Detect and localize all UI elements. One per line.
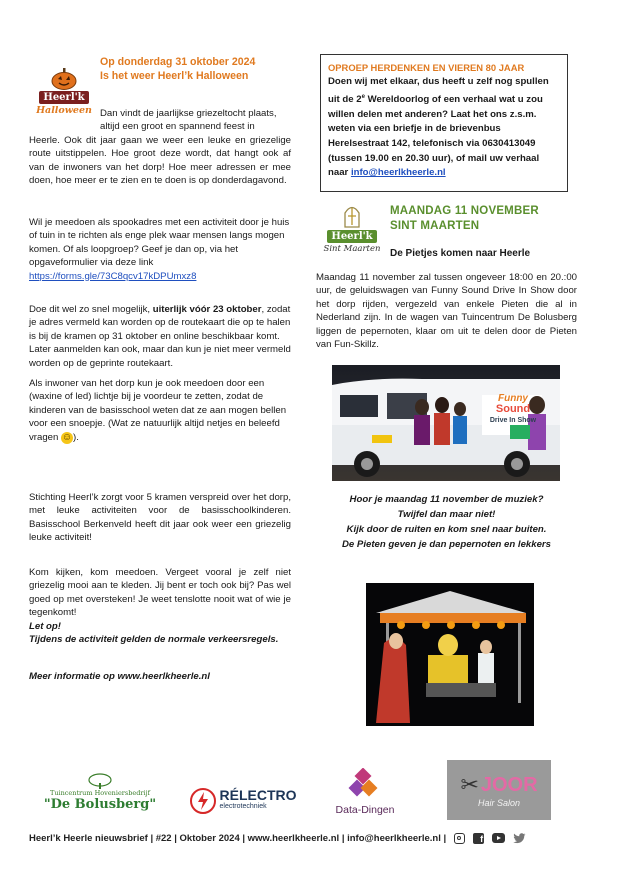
halloween-paragraph-2: [29, 216, 291, 283]
oproep-email-link[interactable]: info@heerlkheerle.nl: [350, 167, 446, 179]
sponsor-joor[interactable]: [447, 760, 551, 820]
sponsor-data-dingen-name: Data-Dingen: [335, 804, 395, 816]
lightning-icon: [189, 787, 217, 815]
oproep-text-b: Wereldoorlog of een verhaal wat u zou willen delen met anderen? Laat het ons z.s.m. weten via een briefje in de brievenbus Herelsestraat 142, telefonisch via 0630413049 (tussen 19.00 en 20.30 uur), of mail uw verhaal naar: [328, 93, 543, 179]
pumpkin-icon: [51, 68, 77, 90]
halloween-p6-text: Kom kijken, kom meedoen. Vergeet vooral je zelf niet griezelig mooi aan te kleden. Jij bent er toch ook bij? Pas wel goed op met oversteken! Je weet tenslotte nooit wat of wie je tegenkomt!: [29, 567, 291, 619]
halloween-paragraph-6: [29, 566, 291, 646]
halloween-paragraph-3: [29, 303, 291, 370]
sponsor-joor-name: JOOR: [480, 773, 538, 796]
caption-line2: Twijfel dan maar niet!: [397, 509, 496, 520]
footer-text: Heerl’k Heerle nieuwsbrief | #22 | Oktober 2024 | www.heerlkheerle.nl | info@heerlkheerle.nl |: [29, 832, 447, 844]
sintmaarten-caption: [316, 492, 577, 552]
van-photo: [332, 365, 560, 481]
sponsor-bolusberg-subtitle: Tuincentrum Hoveniersbedrijf: [49, 788, 151, 797]
sintmaarten-title-line1: MAANDAG 11 NOVEMBER: [390, 205, 539, 217]
facebook-icon[interactable]: f: [473, 833, 484, 844]
halloween-title-line1: Op donderdag 31 oktober 2024: [100, 56, 256, 68]
oproep-title: OPROEP HERDENKEN EN VIEREN 80 JAAR: [328, 62, 525, 73]
sintmaarten-subtitle: De Pietjes komen naar Heerle: [390, 248, 531, 259]
signup-form-link[interactable]: https://forms.gle/73C8qcv17kDPUmxz8: [29, 270, 197, 282]
youtube-icon[interactable]: [492, 833, 505, 843]
sponsor-bolusberg[interactable]: [40, 766, 160, 818]
halloween-p4-end: ).: [73, 431, 79, 443]
sponsor-relectro[interactable]: [180, 784, 305, 818]
halloween-p1-line1: Dan vindt de jaarlijkse griezeltocht plaats,: [100, 108, 277, 119]
halloween-p4-text: Als inwoner van het dorp kun je ook meedoen door een (waxine of led) lichtje bij je voordeur te zetten, zodat de kinderen van de basisschool weten dat ze aan mogen bellen voor een snoepje. (Wat ze natuurlijk altijd netjes en beleefd vragen: [29, 378, 287, 443]
traffic-rules-notice: Tijdens de activiteit gelden de normale verkeersregels.: [29, 634, 279, 646]
halloween-logo: [36, 68, 92, 126]
halloween-paragraph-1b: Heerle. Ook dit jaar gaan we weer een leuke en griezelige route uitstippelen. Hoe groot deze wordt, dat hangt ook af van de inwoners van het dorp! Hoe meer adressen er mee doen, hoe meer er te zien en te doen is op donderdagavond.: [29, 135, 291, 187]
instagram-icon[interactable]: [454, 833, 465, 844]
sintmaarten-logo-title: Heerl'k: [327, 230, 376, 243]
halloween-p3-text-b: , zodat je adres vermeld kan worden op de routekaart die op te halen is bij de kramen op 31 oktober en online beschikbaar komt. Later aanmelden kan ook, maar dan kun je niet meer vermeld worden op de geprinte routekaart.: [29, 304, 291, 369]
sintmaarten-logo: [322, 204, 382, 266]
halloween-p3-text-a: Doe dit wel zo snel mogelijk,: [29, 304, 151, 315]
halloween-logo-title: Heerl'k: [39, 91, 88, 104]
caption-line1: Hoor je maandag 11 november de muziek?: [349, 494, 544, 505]
halloween-title: [100, 55, 300, 83]
sponsor-bolusberg-name: "De Bolusberg": [43, 796, 157, 812]
stall-photo: [366, 583, 534, 726]
notice-label: Let op!: [29, 620, 61, 632]
deadline-date: uiterlijk vóór 23 oktober: [152, 304, 262, 315]
sintmaarten-title: [390, 204, 570, 234]
footer: [29, 830, 589, 846]
sintmaarten-title-line2: SINT MAARTEN: [390, 220, 480, 232]
halloween-title-line2: Is het weer Heerl’k Halloween: [100, 70, 249, 82]
sintmaarten-body: Maandag 11 november zal tussen ongeveer 18:00 en 20.:00 uur, de geluidswagen van Funny Sound Drive In Show door het dorp rijden, vergezeld van enkele Pieten die al in Nederland zijn. In de wagen van Tuincentrum De Bolusberg liggen de pepernoten, klaar om uit te delen door de Pieten van Fun-Skillz.: [316, 272, 577, 351]
scissors-icon: ✂: [460, 772, 479, 797]
van-logo-text: [482, 393, 544, 426]
halloween-paragraph-1a: [100, 107, 291, 134]
smiley-icon: ☺: [61, 431, 73, 443]
sponsor-joor-row: [460, 772, 537, 798]
mitre-icon: [343, 204, 361, 228]
sponsor-data-dingen[interactable]: [330, 764, 400, 820]
halloween-paragraph-5: Stichting Heerl’k zorgt voor 5 kramen verspreid over het dorp, met leuke activiteiten voor de basisschoolkinderen. Basisschool Berkenveld heeft dit jaar ook weer een griezelig leuke activiteit!: [29, 492, 291, 544]
caption-line4: De Pieten geven je dan pepernoten en lekkers: [341, 539, 551, 550]
twitter-icon[interactable]: [513, 833, 526, 844]
halloween-p1-line2: altijd een groot en spannend feest in: [100, 121, 255, 133]
oproep-body: [328, 75, 560, 181]
sponsor-relectro-name: RÉLECTRO: [219, 787, 297, 803]
oproep-box: [320, 54, 568, 192]
tree-icon: [83, 773, 117, 789]
oproep-text-a: Doen wij met elkaar, dus heeft u zelf nog spullen uit de 2: [328, 76, 549, 105]
sintmaarten-logo-subtitle: Sint Maarten: [323, 244, 381, 254]
van-text-show: Drive In Show: [489, 417, 537, 424]
more-info-line: Meer informatie op www.heerlkheerle.nl: [29, 671, 210, 682]
oproep-sup: e: [361, 93, 365, 100]
van-text-funny: Funny: [498, 393, 528, 404]
halloween-paragraph-4: [29, 377, 291, 444]
sponsor-relectro-text: [219, 787, 297, 812]
diamond-logo-icon: [348, 768, 382, 802]
sponsor-joor-sub: Hair Salon: [477, 798, 521, 808]
sponsor-relectro-sub: electrotechniek: [219, 803, 267, 810]
stall-illustration: [366, 583, 534, 726]
halloween-p2-text: Wil je meedoen als spookadres met een activiteit door je huis of tuin in te richten als enge plek waar mensen langs mogen komen. Of als loopgroep? Geef je dan op, via het opgaveformulier via deze link: [29, 217, 290, 269]
halloween-logo-subtitle: Halloween: [36, 105, 92, 116]
van-text-sound: Sound: [495, 403, 531, 415]
caption-line3: Kijk door de ruiten en kom snel naar buiten.: [346, 524, 547, 535]
